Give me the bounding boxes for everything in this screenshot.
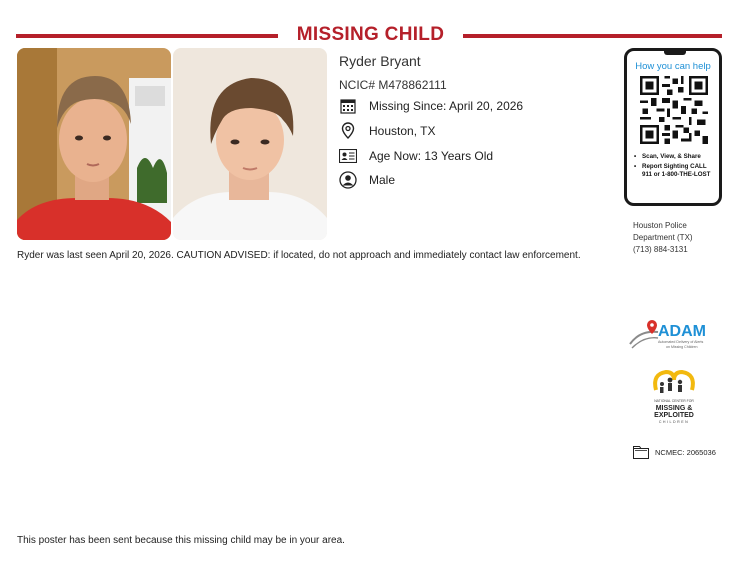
- location: Houston, TX: [369, 124, 436, 138]
- ncic-number: NCIC# M478862111: [339, 78, 447, 92]
- id-card-icon: [339, 147, 357, 165]
- location-pin-icon: [339, 122, 357, 140]
- svg-text:EXPLOITED: EXPLOITED: [654, 412, 694, 419]
- phone-notch: [664, 51, 686, 55]
- poster-title: MISSING CHILD: [296, 24, 445, 45]
- missing-since: Missing Since: April 20, 2026: [369, 99, 524, 113]
- child-photo-1: [17, 48, 171, 240]
- svg-text:on Missing Children: on Missing Children: [666, 345, 698, 349]
- age-row: [339, 147, 493, 165]
- help-phone-card: [624, 48, 722, 206]
- ncmec-logo: [648, 368, 700, 428]
- agency-name-line2: Department (TX): [633, 233, 693, 242]
- missing-since-row: [339, 97, 523, 115]
- location-row: [339, 122, 435, 140]
- child-name: Ryder Bryant: [339, 53, 421, 69]
- folder-icon: [633, 446, 649, 459]
- last-seen-caption: Ryder was last seen April 20, 2026. CAUTION ADVISED: if located, do not approach and immediately contact law enforcement.: [17, 250, 581, 261]
- person-icon: [339, 171, 357, 189]
- help-title: How you can help: [635, 61, 711, 72]
- qr-code[interactable]: [640, 76, 708, 144]
- poster-footer: This poster has been sent because this missing child may be in your area.: [17, 535, 345, 546]
- header-rule-left: [16, 34, 278, 38]
- header-rule-right: [463, 34, 722, 38]
- svg-text:Automated Delivery of Alerts: Automated Delivery of Alerts: [658, 340, 704, 344]
- help-steps: [633, 153, 716, 181]
- svg-text:NATIONAL CENTER FOR: NATIONAL CENTER FOR: [654, 399, 694, 403]
- agency-name-line1: Houston Police: [633, 221, 687, 230]
- age-now: Age Now: 13 Years Old: [369, 149, 494, 163]
- svg-text:MISSING &: MISSING &: [655, 405, 693, 412]
- help-step-report: • Report Sighting CALL 911 or 1-800-THE-LOST: [633, 163, 716, 179]
- adam-logo: [628, 318, 720, 354]
- calendar-icon: [339, 97, 357, 115]
- sex: Male: [369, 173, 396, 187]
- agency-phone: (713) 884-3131: [633, 245, 688, 254]
- svg-text:CHILDREN: CHILDREN: [658, 420, 690, 424]
- sex-row: [339, 171, 395, 189]
- agency-contact: [633, 220, 728, 256]
- svg-text:ADAM: ADAM: [658, 323, 706, 340]
- ncmec-id: NCMEC: 2065036: [655, 448, 716, 457]
- ncmec-id-row: [633, 446, 716, 459]
- child-photo-2: [173, 48, 327, 240]
- help-step-scan: • Scan, View, & Share: [633, 153, 716, 161]
